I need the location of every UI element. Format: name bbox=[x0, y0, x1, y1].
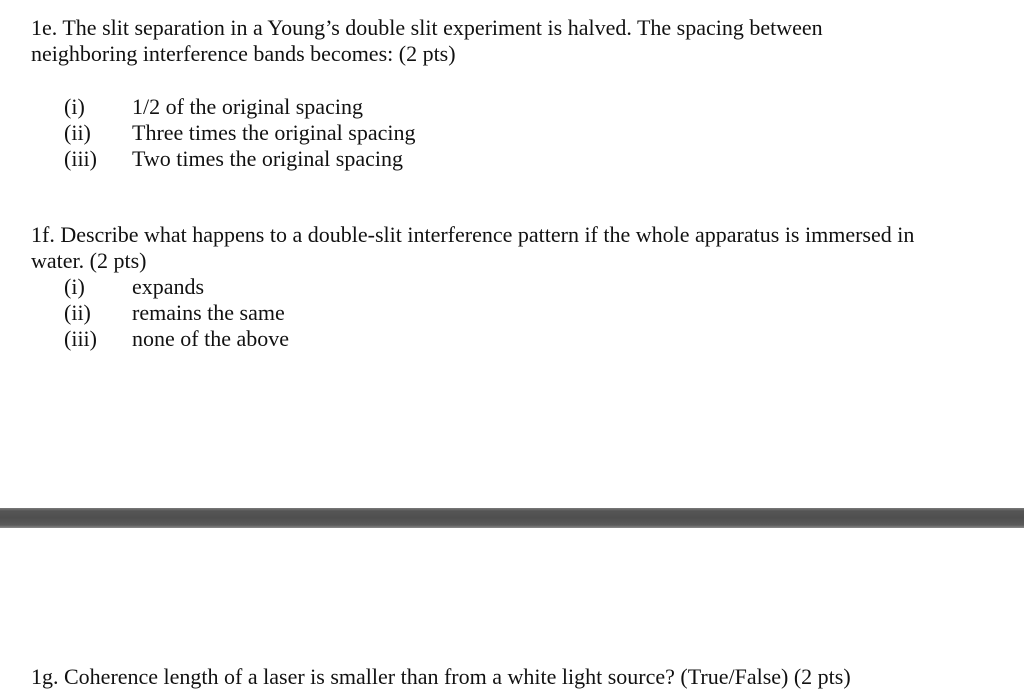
question-1e bbox=[31, 15, 931, 171]
option-1f-iii bbox=[31, 326, 931, 352]
question-1e-options bbox=[31, 94, 415, 172]
option-text: Three times the original spacing bbox=[132, 120, 416, 145]
option-text: remains the same bbox=[132, 300, 285, 325]
option-text: Two times the original spacing bbox=[132, 146, 403, 171]
option-number: (iii) bbox=[64, 146, 97, 171]
option-number: (i) bbox=[64, 274, 85, 299]
question-1e-text: 1e. The slit separation in a Young’s double slit experiment is halved. The spacing between neighboring interference bands becomes: (2 pts) bbox=[31, 15, 823, 66]
option-1e-i bbox=[31, 94, 415, 120]
option-1f-i bbox=[31, 274, 931, 300]
section-divider bbox=[0, 508, 1024, 528]
option-text: expands bbox=[132, 274, 205, 299]
option-text: 1/2 of the original spacing bbox=[132, 94, 363, 119]
option-number: (ii) bbox=[64, 120, 91, 145]
question-1f-text: 1f. Describe what happens to a double-slit interference pattern if the whole apparatus is immersed in water. (2 pts) bbox=[31, 222, 915, 273]
option-1e-iii bbox=[31, 146, 415, 172]
question-1f-options bbox=[31, 274, 931, 352]
option-number: (ii) bbox=[64, 300, 91, 325]
option-1f-ii bbox=[31, 300, 931, 326]
option-text: none of the above bbox=[132, 326, 289, 351]
option-number: (iii) bbox=[64, 326, 97, 351]
question-1g-text: 1g. Coherence length of a laser is smaller than from a white light source? (True/False) (2 pts) bbox=[31, 664, 851, 689]
question-1f bbox=[31, 222, 931, 352]
option-number: (i) bbox=[64, 94, 85, 119]
question-1g bbox=[31, 664, 931, 690]
option-1e-ii bbox=[31, 120, 415, 146]
